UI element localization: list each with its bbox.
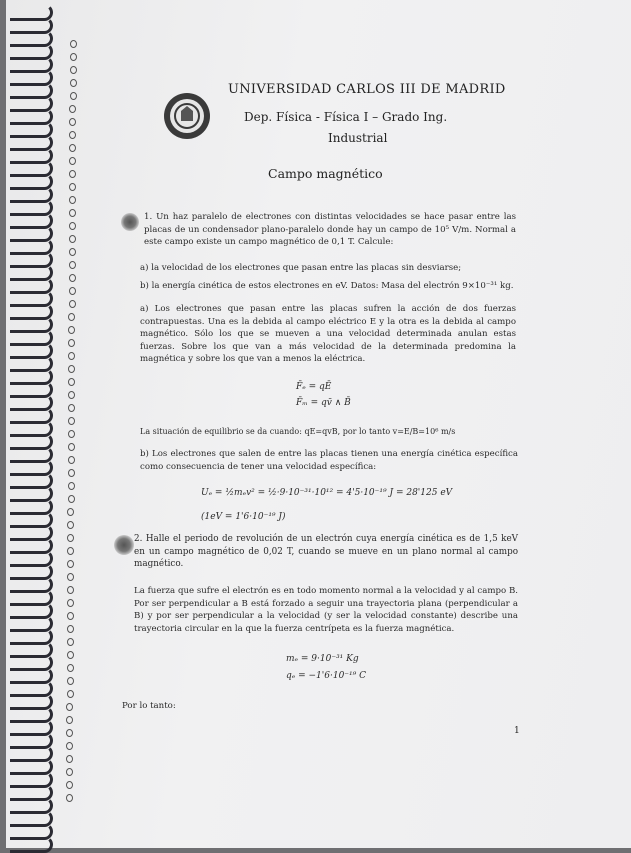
punch-hole (67, 547, 74, 555)
punch-hole (68, 469, 75, 477)
punch-hole (66, 729, 73, 737)
equation-electron-mass: mₑ = 9·10⁻³¹ Kg (286, 654, 359, 664)
equation-electric-force: F̄ₑ = qĒ (296, 382, 332, 392)
punch-hole (67, 638, 74, 646)
punch-hole (66, 768, 73, 776)
punch-hole (68, 443, 75, 451)
punch-hole (68, 365, 75, 373)
document-page (6, 0, 631, 848)
punch-hole (67, 560, 74, 568)
punch-hole (68, 378, 75, 386)
department-line-2: Industrial (328, 131, 388, 145)
punch-hole (68, 482, 75, 490)
punch-hole (68, 430, 75, 438)
punch-hole (68, 495, 75, 503)
university-logo (162, 91, 212, 141)
punch-hole (67, 573, 74, 581)
page-title: Campo magnético (268, 166, 383, 181)
punch-hole (69, 287, 76, 295)
problem-1-part-b: b) la energía cinética de estos electrones en eV. Datos: Masa del electrón 9×10⁻³¹ kg. (140, 281, 514, 291)
punch-hole (69, 144, 76, 152)
punch-hole (66, 703, 73, 711)
equation-electron-charge: qₑ = −1'6·10⁻¹⁹ C (286, 671, 367, 681)
punch-hole (69, 222, 76, 230)
problem-2-statement: 2. Halle el periodo de revolución de un electrón cuya energía cinética es de 1,5 keV en un campo magnético de 0,02 T, cuando se mueve en un plano normal al campo magnético. (134, 534, 518, 570)
punch-hole (69, 261, 76, 269)
punch-hole (69, 235, 76, 243)
equation-electronvolt: (1eV = 1'6·10⁻¹⁹ J) (201, 512, 286, 522)
punch-hole (70, 92, 77, 100)
punch-hole (67, 690, 74, 698)
punch-hole (67, 677, 74, 685)
binding-ring (10, 836, 53, 853)
punch-hole (66, 716, 73, 724)
punch-hole (70, 40, 77, 48)
punch-hole (69, 196, 76, 204)
punch-hole (67, 534, 74, 542)
punch-hole (69, 183, 76, 191)
punch-hole (69, 170, 76, 178)
problem-1-stamp (121, 213, 139, 231)
department-line-1: Dep. Física - Física I – Grado Ing. (244, 110, 448, 124)
por-lo-tanto-label: Por lo tanto: (122, 701, 176, 711)
punch-hole (68, 404, 75, 412)
problem-2-answer: La fuerza que sufre el electrón es en todo momento normal a la velocidad y al campo B. Por ser perpendicular a B está forzado a seguir una trayectoria plana (perpendicular a B) y por ser perpendicular a la velocidad (y ser la velocidad constante) describe una trayectoria circular en la que la fuerza centrípeta es la fuerza magnética. (134, 586, 518, 634)
punch-hole (69, 300, 76, 308)
problem-1-statement: 1. Un haz paralelo de electrones con distintas velocidades se hace pasar entre las placas de un condensador plano-paralelo donde hay un campo de 10⁵ V/m. Normal a este campo existe un campo magnético de 0,1 T. Calcule: (144, 212, 516, 248)
punch-hole (69, 274, 76, 282)
punch-hole (68, 339, 75, 347)
punch-hole (66, 755, 73, 763)
punch-hole (69, 209, 76, 217)
punch-hole (66, 781, 73, 789)
punch-hole (66, 794, 73, 802)
punch-hole (68, 313, 75, 321)
punch-hole (68, 391, 75, 399)
university-name: UNIVERSIDAD CARLOS III DE MADRID (228, 82, 506, 97)
punch-hole (67, 664, 74, 672)
punch-hole (67, 599, 74, 607)
problem-1-part-a: a) la velocidad de los electrones que pasan entre las placas sin desviarse; (140, 263, 462, 273)
punch-hole (70, 53, 77, 61)
equation-magnetic-force: F̄ₘ = qv̄ ∧ B̄ (296, 398, 351, 408)
problem-1-answer-b: b) Los electrones que salen de entre las placas tienen una energía cinética específica como consecuencia de tener una velocidad específica: (140, 449, 518, 472)
punch-hole (68, 417, 75, 425)
punch-hole (66, 742, 73, 750)
punch-hole (67, 651, 74, 659)
punch-hole (67, 508, 74, 516)
punch-hole (67, 625, 74, 633)
punch-hole (69, 248, 76, 256)
punch-hole (69, 105, 76, 113)
punch-hole (68, 456, 75, 464)
spiral-binding (6, 0, 64, 848)
punch-hole (70, 79, 77, 87)
punch-hole (69, 118, 76, 126)
equilibrium-condition: La situación de equilibrio se da cuando: qE=qvB, por lo tanto v=E/B=10⁶ m/s (140, 427, 456, 436)
punch-hole (68, 326, 75, 334)
punch-hole (67, 521, 74, 529)
punch-hole (67, 612, 74, 620)
equation-kinetic-energy: Uₑ = ½mₑv² = ½·9·10⁻³¹·10¹² = 4'5·10⁻¹⁹ J = 28'125 eV (201, 488, 453, 498)
page-number: 1 (514, 726, 520, 736)
punch-hole (69, 157, 76, 165)
problem-1-answer-a: a) Los electrones que pasan entre las placas sufren la acción de dos fuerzas contrapuestas. Una es la debida al campo eléctrico E y la otra es la debida al campo magnético. Sólo los que se mueven a una velocidad determinada anulan estas fuerzas. Sobre los que van a más velocidad de la determinada predomina la magnética y sobre los que van a menos la eléctrica. (140, 304, 516, 365)
punch-hole (67, 586, 74, 594)
punch-hole (69, 131, 76, 139)
problem-2-stamp (114, 535, 134, 555)
punch-hole (68, 352, 75, 360)
punch-hole (70, 66, 77, 74)
